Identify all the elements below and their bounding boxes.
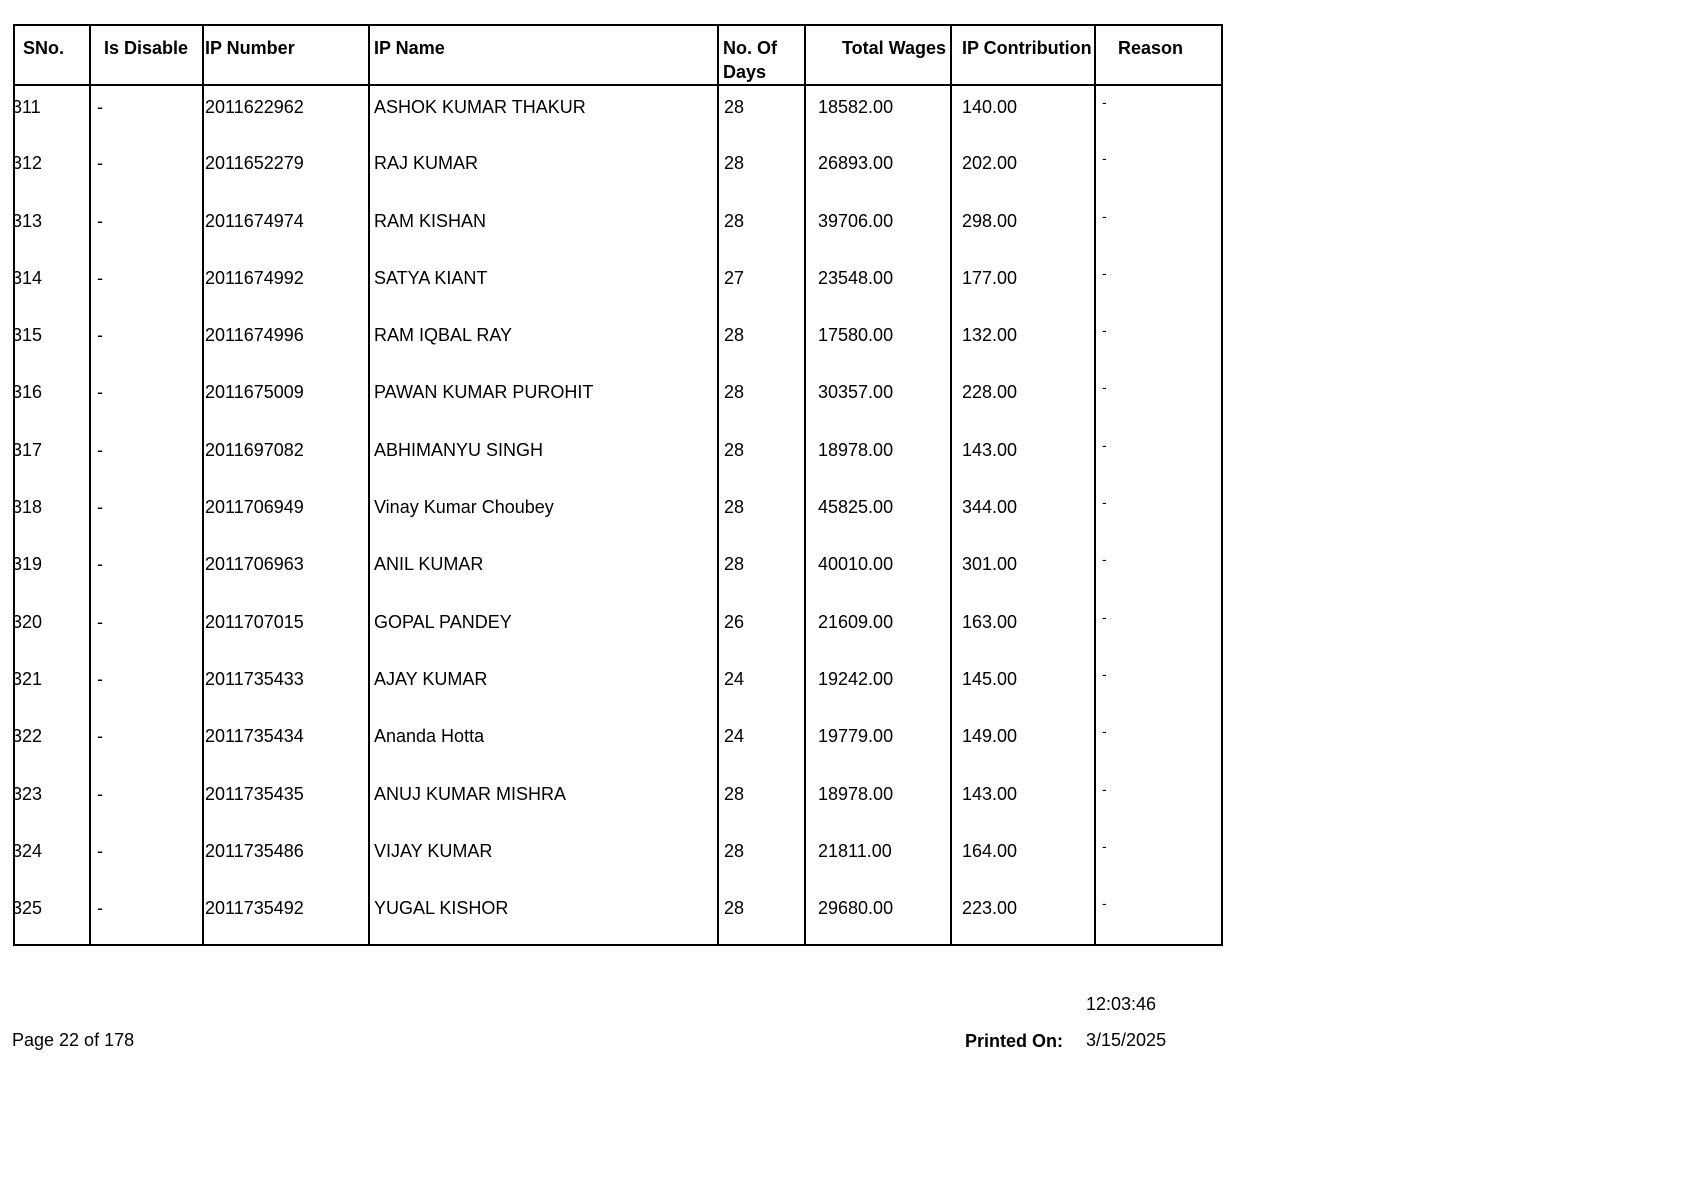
cell-ip-name: ANIL KUMAR (369, 543, 718, 600)
cell-total-wages: 21811.00 (805, 830, 951, 887)
cell-days: 27 (718, 257, 805, 314)
cell-reason: - (1095, 142, 1221, 199)
cell-sno: 315 (12, 325, 43, 346)
cell-ip-contribution: 344.00 (951, 486, 1095, 543)
table-row (15, 887, 1221, 944)
cell-total-wages: 40010.00 (805, 543, 951, 600)
cell-days: 28 (718, 314, 805, 371)
cell-sno: 321 (12, 668, 43, 689)
cell-total-wages: 23548.00 (805, 257, 951, 314)
cell-sno: 316 (12, 382, 43, 403)
cell-total-wages: 39706.00 (805, 200, 951, 257)
cell-days: 28 (718, 543, 805, 600)
cell-is-disable: - (90, 200, 203, 257)
cell-ip-contribution: 301.00 (951, 543, 1095, 600)
contribution-table-frame (13, 24, 1223, 946)
cell-sno: 319 (12, 554, 43, 575)
cell-ip-contribution: 164.00 (951, 830, 1095, 887)
cell-days: 28 (718, 371, 805, 428)
cell-total-wages: 18582.00 (805, 85, 951, 142)
cell-ip-number: 2011735492 (203, 887, 369, 944)
table-row (15, 773, 1221, 830)
header-ip-name: IP Name (369, 26, 718, 85)
table-row (15, 314, 1221, 371)
printed-date: 3/15/2025 (1086, 1030, 1167, 1050)
cell-ip-number: 2011707015 (203, 601, 369, 658)
cell-ip-contribution: 143.00 (951, 773, 1095, 830)
cell-ip-name: ANUJ KUMAR MISHRA (369, 773, 718, 830)
cell-sno: 320 (12, 611, 43, 632)
cell-ip-number: 2011675009 (203, 371, 369, 428)
cell-ip-name: RAJ KUMAR (369, 142, 718, 199)
cell-reason: - (1095, 543, 1221, 600)
cell-reason: - (1095, 658, 1221, 715)
header-sno: SNo. (15, 26, 90, 85)
cell-ip-number: 2011735434 (203, 715, 369, 772)
cell-total-wages: 17580.00 (805, 314, 951, 371)
table-row (15, 85, 1221, 142)
table-body (12, 85, 1221, 944)
cell-total-wages: 18978.00 (805, 773, 951, 830)
cell-reason: - (1095, 371, 1221, 428)
cell-ip-name: Ananda Hotta (369, 715, 718, 772)
cell-ip-number: 2011674992 (203, 257, 369, 314)
cell-is-disable: - (90, 773, 203, 830)
cell-reason: - (1095, 85, 1221, 142)
table-row (15, 830, 1221, 887)
cell-ip-name: RAM KISHAN (369, 200, 718, 257)
cell-ip-name: VIJAY KUMAR (369, 830, 718, 887)
cell-ip-name: YUGAL KISHOR (369, 887, 718, 944)
cell-ip-name: GOPAL PANDEY (369, 601, 718, 658)
cell-reason: - (1095, 257, 1221, 314)
cell-total-wages: 19779.00 (805, 715, 951, 772)
cell-reason: - (1095, 200, 1221, 257)
header-ip-contribution: IP Contribution (951, 26, 1095, 85)
cell-total-wages: 26893.00 (805, 142, 951, 199)
header-is-disable: Is Disable (90, 26, 203, 85)
cell-ip-contribution: 140.00 (951, 85, 1095, 142)
cell-sno: 312 (12, 153, 43, 174)
cell-days: 24 (718, 715, 805, 772)
table-row (15, 601, 1221, 658)
cell-is-disable: - (90, 830, 203, 887)
cell-reason: - (1095, 773, 1221, 830)
cell-is-disable: - (90, 658, 203, 715)
printed-on-label: Printed On: (965, 1031, 1063, 1051)
table-row (15, 142, 1221, 199)
cell-reason: - (1095, 715, 1221, 772)
cell-is-disable: - (90, 257, 203, 314)
cell-ip-number: 2011697082 (203, 429, 369, 486)
cell-sno: 323 (12, 783, 43, 804)
header-reason: Reason (1095, 26, 1221, 85)
printed-time: 12:03:46 (1086, 994, 1157, 1014)
cell-days: 28 (718, 142, 805, 199)
table-row (15, 257, 1221, 314)
cell-is-disable: - (90, 371, 203, 428)
cell-is-disable: - (90, 601, 203, 658)
cell-sno: 322 (12, 726, 43, 747)
cell-ip-number: 2011706949 (203, 486, 369, 543)
cell-ip-number: 2011735435 (203, 773, 369, 830)
cell-days: 26 (718, 601, 805, 658)
cell-ip-name: Vinay Kumar Choubey (369, 486, 718, 543)
cell-total-wages: 21609.00 (805, 601, 951, 658)
cell-ip-number: 2011674996 (203, 314, 369, 371)
cell-ip-name: SATYA KIANT (369, 257, 718, 314)
cell-reason: - (1095, 601, 1221, 658)
cell-ip-number: 2011735486 (203, 830, 369, 887)
cell-sno: 313 (12, 210, 43, 231)
cell-sno: 325 (12, 898, 43, 919)
cell-total-wages: 19242.00 (805, 658, 951, 715)
cell-total-wages: 45825.00 (805, 486, 951, 543)
cell-ip-contribution: 163.00 (951, 601, 1095, 658)
cell-is-disable: - (90, 887, 203, 944)
cell-ip-name: ABHIMANYU SINGH (369, 429, 718, 486)
contribution-table (12, 26, 1221, 944)
cell-ip-contribution: 177.00 (951, 257, 1095, 314)
cell-days: 28 (718, 85, 805, 142)
cell-ip-contribution: 149.00 (951, 715, 1095, 772)
cell-sno: 314 (12, 267, 43, 288)
cell-ip-contribution: 223.00 (951, 887, 1095, 944)
table-row (15, 486, 1221, 543)
cell-sno: 318 (12, 497, 43, 518)
table-row (15, 715, 1221, 772)
header-days: No. Of Days (718, 26, 805, 85)
cell-total-wages: 30357.00 (805, 371, 951, 428)
cell-sno: 317 (12, 439, 43, 460)
cell-is-disable: - (90, 429, 203, 486)
cell-total-wages: 29680.00 (805, 887, 951, 944)
cell-is-disable: - (90, 85, 203, 142)
cell-reason: - (1095, 486, 1221, 543)
cell-is-disable: - (90, 314, 203, 371)
table-row (15, 429, 1221, 486)
cell-days: 28 (718, 830, 805, 887)
cell-days: 28 (718, 887, 805, 944)
cell-ip-name: ASHOK KUMAR THAKUR (369, 85, 718, 142)
cell-total-wages: 18978.00 (805, 429, 951, 486)
table-row (15, 371, 1221, 428)
header-total-wages: Total Wages (805, 26, 951, 85)
cell-reason: - (1095, 887, 1221, 944)
cell-ip-number: 2011622962 (203, 85, 369, 142)
page-number: Page 22 of 178 (12, 1030, 135, 1050)
cell-reason: - (1095, 830, 1221, 887)
cell-is-disable: - (90, 543, 203, 600)
table-row (15, 658, 1221, 715)
table-row (15, 543, 1221, 600)
cell-days: 28 (718, 773, 805, 830)
table-row (15, 200, 1221, 257)
cell-days: 28 (718, 200, 805, 257)
cell-ip-name: AJAY KUMAR (369, 658, 718, 715)
cell-is-disable: - (90, 715, 203, 772)
cell-days: 28 (718, 429, 805, 486)
cell-reason: - (1095, 314, 1221, 371)
cell-ip-contribution: 143.00 (951, 429, 1095, 486)
cell-ip-contribution: 298.00 (951, 200, 1095, 257)
cell-reason: - (1095, 429, 1221, 486)
header-ip-number: IP Number (203, 26, 369, 85)
cell-is-disable: - (90, 142, 203, 199)
cell-ip-contribution: 145.00 (951, 658, 1095, 715)
cell-days: 24 (718, 658, 805, 715)
cell-days: 28 (718, 486, 805, 543)
cell-is-disable: - (90, 486, 203, 543)
cell-sno: 311 (12, 97, 41, 117)
table-header-row (15, 26, 1221, 85)
cell-ip-number: 2011735433 (203, 658, 369, 715)
cell-ip-contribution: 132.00 (951, 314, 1095, 371)
cell-ip-number: 2011706963 (203, 543, 369, 600)
cell-ip-name: PAWAN KUMAR PUROHIT (369, 371, 718, 428)
cell-ip-number: 2011652279 (203, 142, 369, 199)
cell-ip-contribution: 228.00 (951, 371, 1095, 428)
cell-ip-contribution: 202.00 (951, 142, 1095, 199)
cell-ip-name: RAM IQBAL RAY (369, 314, 718, 371)
cell-sno: 324 (12, 840, 43, 861)
cell-ip-number: 2011674974 (203, 200, 369, 257)
